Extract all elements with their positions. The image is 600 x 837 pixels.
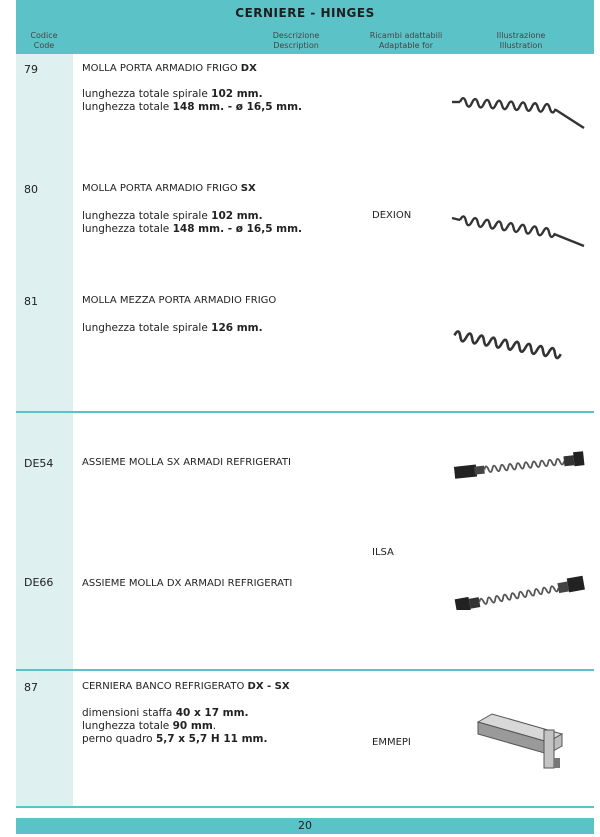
spring-assembly-right-icon — [450, 570, 588, 610]
code-column-background — [16, 54, 73, 808]
item-spec: lunghezza totale spirale 102 mm. lunghezza totale 148 mm. - ø 16,5 mm. — [82, 210, 303, 235]
item-code: DE66 — [24, 576, 54, 589]
short-coil-spring-icon — [448, 326, 568, 370]
item-spec: lunghezza totale spirale 126 mm. — [82, 322, 263, 334]
item-code: 81 — [24, 295, 38, 308]
item-spec: dimensioni staffa 40 x 17 mm. lunghezza totale 90 mm. perno quadro 5,7 x 5,7 H 11 mm. — [82, 707, 268, 745]
page-title: CERNIERE - HINGES — [16, 0, 594, 26]
table-header — [16, 26, 594, 54]
group-separator — [16, 411, 594, 413]
item-title: MOLLA PORTA ARMADIO FRIGO DX — [82, 63, 257, 74]
hinge-bracket-icon — [474, 708, 574, 772]
coil-spring-right-icon — [448, 88, 588, 134]
coil-spring-left-icon — [448, 208, 588, 254]
item-title: ASSIEME MOLLA SX ARMADI REFRIGERATI — [82, 457, 291, 468]
replacement-brand: DEXION — [372, 210, 412, 221]
header-code: Codice Code — [30, 31, 58, 50]
spring-assembly-left-icon — [450, 446, 588, 482]
replacement-brand: ILSA — [372, 547, 394, 558]
replacement-brand: EMMEPI — [372, 737, 411, 748]
item-title: MOLLA MEZZA PORTA ARMADIO FRIGO — [82, 295, 277, 306]
group-separator — [16, 806, 594, 808]
header-replacement: Ricambi adattabili Adaptable for — [369, 31, 443, 50]
item-spec: lunghezza totale spirale 102 mm. lunghezza totale 148 mm. - ø 16,5 mm. — [82, 88, 303, 113]
item-code: DE54 — [24, 457, 54, 470]
item-title: ASSIEME MOLLA DX ARMADI REFRIGERATI — [82, 578, 293, 589]
group-separator — [16, 669, 594, 671]
header-illustration: Illustrazione Illustration — [496, 31, 546, 50]
item-code: 79 — [24, 63, 38, 76]
item-code: 80 — [24, 183, 38, 196]
page-number: 20 — [16, 818, 594, 834]
item-code: 87 — [24, 681, 38, 694]
header-description: Descrizione Description — [272, 31, 320, 50]
item-title: CERNIERA BANCO REFRIGERATO DX - SX — [82, 681, 290, 692]
item-title: MOLLA PORTA ARMADIO FRIGO SX — [82, 183, 256, 194]
